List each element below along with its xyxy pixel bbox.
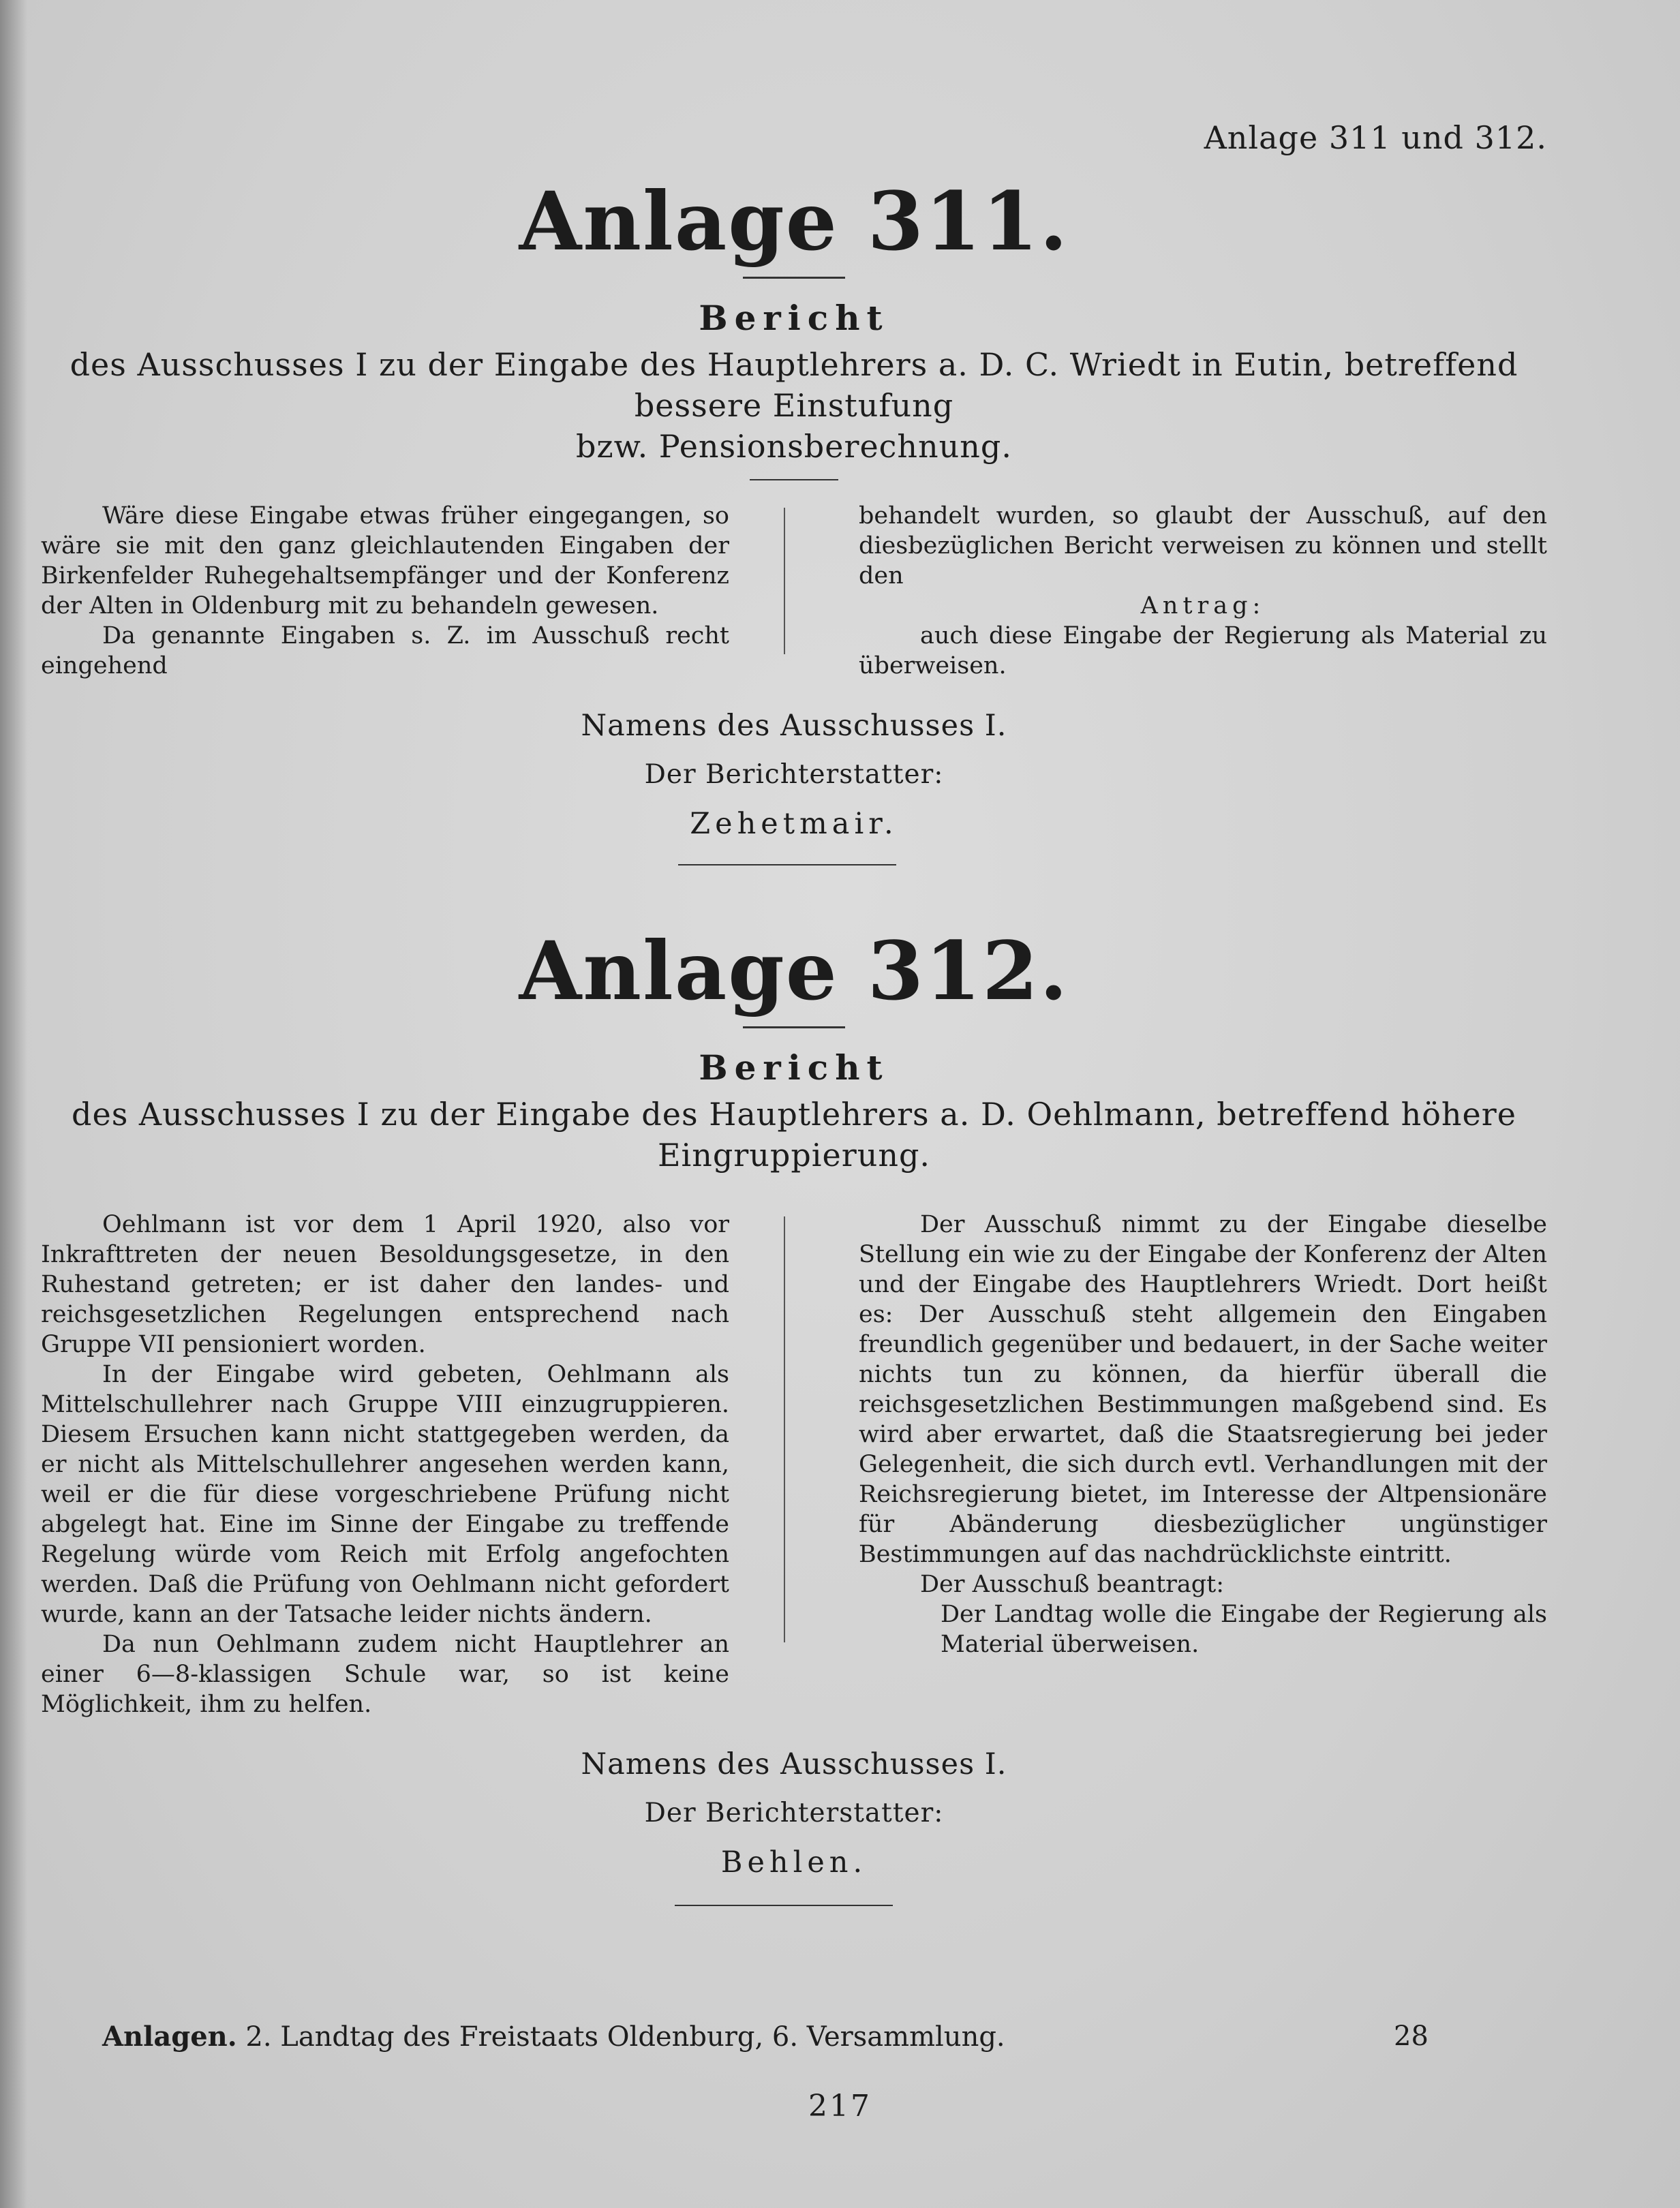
signature-block [41, 1740, 1547, 1887]
paragraph: In der Eingabe wird gebeten, Oehlmann als Mittelschullehrer nach Gruppe VIII einzugruppieren. Diesem Ersuchen kann nicht stattgegeben werden, da er nicht als Mittelschullehrer angesehen werden kann, weil er die für diese vorgeschriebene Prüfung nicht abgelegt hat. Eine im Sinne der Eingabe zu treffende Regelung würde vom Reich mit Erfolg angefochten werden. Daß die Prüfung von Oehlmann nicht gefordert wurde, kann an der Tatsache leider nichts ändern. [41, 1360, 729, 1628]
paragraph: Da genannte Eingaben s. Z. im Ausschuß recht eingehend [41, 622, 729, 679]
footer-label-bold: Anlagen. [102, 2021, 237, 2053]
paragraph: Der Ausschuß beantragt: [920, 1570, 1225, 1598]
subject-line-1: des Ausschusses I zu der Eingabe des Hauptlehrers a. D. Oehlmann, betreffend höhere Eingruppierung. [72, 1095, 1516, 1174]
signature-role: Der Berichterstatter: [644, 758, 944, 790]
paragraph: Da nun Oehlmann zudem nicht Hauptlehrer an einer 6—8-klassigen Schule war, so ist keine Möglichkeit, ihm zu helfen. [41, 1630, 729, 1718]
two-column-body [41, 501, 1547, 681]
report-heading: Bericht [699, 297, 889, 338]
footer-label-text: 2. Landtag des Freistaats Oldenburg, 6. Versammlung. [236, 2021, 1005, 2053]
signature-name: Zehetmair. [690, 806, 898, 841]
paragraph: behandelt wurden, so glaubt der Ausschuß, auf den diesbezüglichen Bericht verweisen zu können und stellt den [859, 502, 1547, 589]
column-divider [784, 508, 785, 654]
motion-text: Der Landtag wolle die Eingabe der Regierung als Material überweisen. [941, 1600, 1547, 1658]
paragraph: Oehlmann ist vor dem 1 April 1920, also vor Inkrafttreten der neuen Besoldungsgesetze, in den Ruhestand getreten; er ist daher den landes- und reichsgesetzlichen Regelungen entsprechend nach Gruppe VII pensioniert worden. [41, 1210, 729, 1358]
report-subject [41, 344, 1547, 467]
signature-role: Der Berichterstatter: [644, 1797, 944, 1828]
column-divider [784, 1216, 785, 1642]
subject-rule [750, 479, 838, 480]
signature-name: Behlen. [720, 1845, 868, 1880]
subject-line-2: bzw. Pensionsberechnung. [575, 427, 1013, 465]
running-head: Anlage 311 und 312. [1204, 119, 1547, 156]
report-subject [41, 1094, 1547, 1176]
anlage-311-section [41, 174, 1547, 848]
paragraph: auch diese Eingabe der Regierung als Material zu überweisen. [859, 622, 1547, 679]
footer-sheet-number: 28 [1394, 2021, 1429, 2052]
signature-committee: Namens des Ausschusses I. [581, 1747, 1007, 1781]
anlage-312-title: Anlage 312. [519, 923, 1069, 1018]
section-separator [678, 864, 896, 865]
footer-collection-label [102, 2021, 1005, 2053]
signature-block [41, 701, 1547, 848]
binding-shadow [0, 0, 27, 2208]
left-column [41, 501, 729, 681]
section-separator [675, 1905, 893, 1906]
subject-line-1: des Ausschusses I zu der Eingabe des Hauptlehrers a. D. C. Wriedt in Eutin, betreffend bessere Einstufung [70, 346, 1518, 424]
title-rule [743, 1026, 845, 1028]
anlage-312-section [41, 923, 1547, 1887]
anlage-311-title: Anlage 311. [519, 174, 1069, 269]
two-column-body [41, 1210, 1547, 1719]
title-rule [743, 277, 845, 279]
report-heading: Bericht [699, 1047, 889, 1088]
right-column [859, 501, 1547, 681]
paragraph: Wäre diese Eingabe etwas früher eingegangen, so wäre sie mit den ganz gleichlautenden Eingaben der Birkenfelder Ruhegehaltsempfänger und der Konferenz der Alten in Oldenburg mit zu behandeln gewesen. [41, 502, 729, 619]
left-column [41, 1210, 729, 1719]
page-number: 217 [808, 2089, 872, 2123]
right-column [859, 1210, 1547, 1719]
signature-committee: Namens des Ausschusses I. [581, 708, 1007, 743]
motion-heading: Antrag: [1140, 592, 1266, 619]
paragraph: Der Ausschuß nimmt zu der Eingabe dieselbe Stellung ein wie zu der Eingabe der Konferenz der Alten und der Eingabe des Hauptlehrers Wriedt. Dort heißt es: Der Ausschuß steht allgemein den Eingaben freundlich gegenüber und bedauert, in der Sache weiter nichts tun zu können, da hierfür überall die reichsgesetzlichen Bestimmungen maßgebend sind. Es wird aber erwartet, daß die Staatsregierung bei jeder Gelegenheit, die sich durch evtl. Verhandlungen mit der Reichsregierung bietet, im Interesse der Altpensionäre für Abänderung diesbezüglicher ungünstiger Bestimmungen auf das nachdrücklichste eintritt. [859, 1210, 1547, 1568]
